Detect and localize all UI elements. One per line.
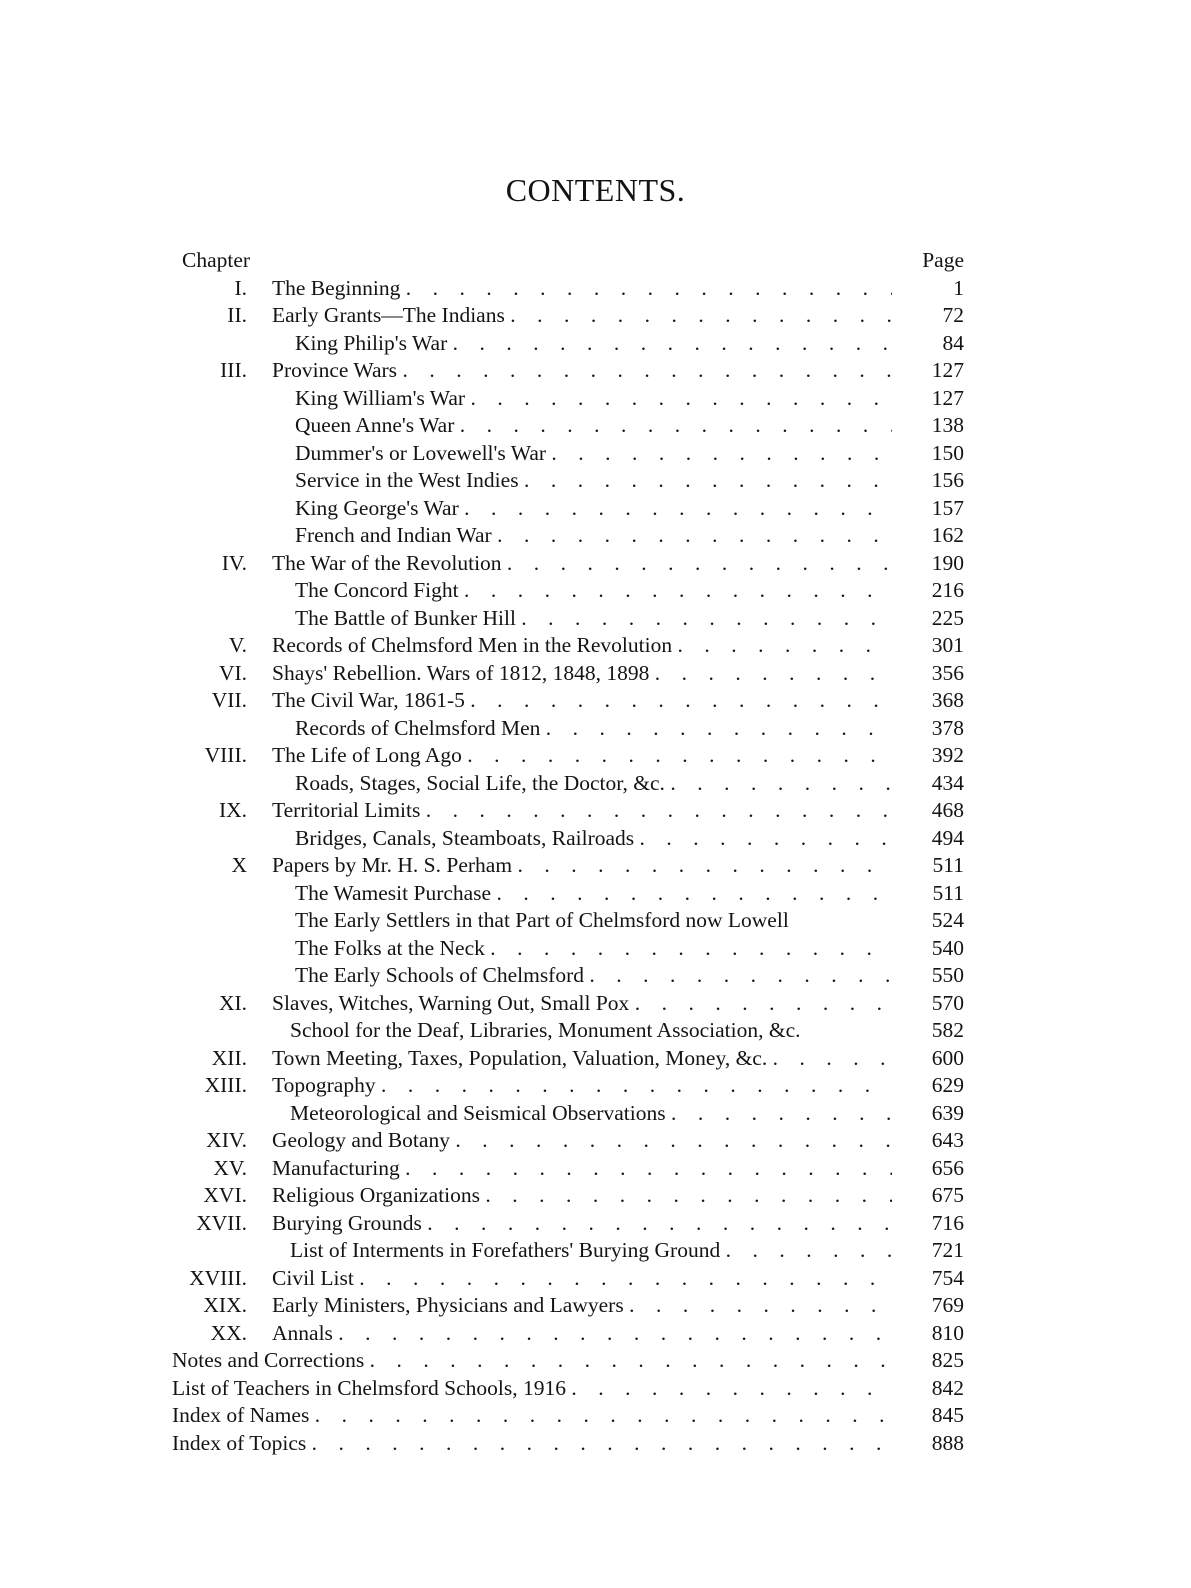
toc-entry — [170, 935, 970, 963]
page-number: 127 — [931, 385, 964, 410]
chapter-number: VIII. — [204, 743, 247, 767]
page-number: 716 — [931, 1210, 964, 1235]
toc-entry — [170, 1402, 970, 1430]
toc-entry — [170, 797, 970, 825]
entry-title: Meteorological and Seismical Observations . — [290, 1100, 895, 1128]
table-of-contents — [170, 247, 970, 1457]
page-number: 225 — [931, 605, 964, 630]
entry-title: Early Ministers, Physicians and Lawyers . — [272, 1292, 892, 1320]
entry-title: Manufacturing . — [272, 1155, 892, 1183]
entry-title: Province Wars . — [272, 357, 892, 385]
chapter-number: XII. — [211, 1045, 247, 1070]
toc-entry — [170, 550, 970, 578]
toc-entry — [170, 907, 970, 935]
entry-title: Early Grants—The Indians . — [272, 302, 892, 330]
page-number: 582 — [931, 1018, 964, 1042]
page-number: 127 — [931, 358, 964, 382]
chapter-number: XVI. — [203, 1183, 247, 1207]
page-number: 656 — [931, 1155, 964, 1180]
chapter-number: I. — [234, 275, 247, 300]
entry-title: Territorial Limits . — [272, 797, 892, 825]
page-number: 356 — [931, 660, 964, 685]
entry-title: School for the Deaf, Libraries, Monument Association, &c. — [290, 1018, 801, 1042]
chapter-number: XVIII. — [189, 1265, 247, 1290]
entry-title: Records of Chelmsford Men in the Revolution . — [272, 632, 892, 660]
toc-entry — [170, 715, 970, 743]
chapter-number: II. — [227, 303, 247, 327]
chapter-number: IV. — [221, 550, 247, 575]
entry-title: Burying Grounds . — [272, 1210, 892, 1238]
toc-entry — [170, 467, 970, 495]
chapter-number: IX. — [218, 798, 247, 822]
toc-entry — [170, 1017, 970, 1045]
entry-title: Papers by Mr. H. S. Perham . — [272, 852, 892, 880]
chapter-number: XV. — [213, 1155, 247, 1180]
page-number: 540 — [931, 935, 964, 960]
toc-entry — [170, 412, 970, 440]
toc-entry — [170, 990, 970, 1018]
entry-title: Religious Organizations . — [272, 1182, 892, 1210]
entry-title: The Early Settlers in that Part of Chelmsford now Lowell — [295, 908, 789, 932]
entry-title: Records of Chelmsford Men . — [295, 715, 892, 743]
page-number: 675 — [931, 1183, 964, 1207]
toc-entry — [170, 742, 970, 770]
toc-entry — [170, 1210, 970, 1238]
toc-entry — [170, 1182, 970, 1210]
entry-title: The Civil War, 1861-5 . — [272, 687, 892, 715]
page-number: 754 — [931, 1265, 964, 1290]
entry-title: Bridges, Canals, Steamboats, Railroads . — [295, 825, 892, 853]
page-number: 378 — [931, 715, 964, 740]
entry-title: Shays' Rebellion. Wars of 1812, 1848, 1898 . — [272, 660, 892, 688]
entry-title: King William's War . — [295, 385, 892, 413]
toc-entry — [170, 330, 970, 358]
page-number: 216 — [931, 578, 964, 602]
entry-title: Civil List . — [272, 1265, 892, 1293]
chapter-number: XIII. — [204, 1073, 247, 1097]
page-number: 524 — [931, 908, 964, 932]
page-number: 570 — [931, 990, 964, 1015]
page-number: 162 — [931, 523, 964, 547]
chapter-number: X — [231, 853, 247, 877]
entry-title: Topography . — [272, 1072, 892, 1100]
entry-title: Geology and Botany . — [272, 1127, 892, 1155]
entry-title: Service in the West Indies . — [295, 467, 892, 495]
page-number: 550 — [931, 963, 964, 987]
chapter-number: XIV. — [206, 1128, 247, 1152]
entry-title: The Early Schools of Chelmsford . — [295, 962, 892, 990]
entry-title: Town Meeting, Taxes, Population, Valuation, Money, &c. . — [272, 1045, 892, 1073]
entry-title: The Battle of Bunker Hill . — [295, 605, 892, 633]
toc-entry — [170, 1045, 970, 1073]
page-number: 888 — [931, 1430, 964, 1455]
page-number: 769 — [931, 1293, 964, 1317]
toc-entry — [170, 1155, 970, 1183]
entry-title: King George's War . — [295, 495, 892, 523]
chapter-number: XVII. — [196, 1210, 247, 1235]
toc-entry — [170, 440, 970, 468]
chapter-number: XIX. — [203, 1293, 247, 1317]
toc-entry — [170, 495, 970, 523]
chapter-number: VII. — [211, 688, 247, 712]
toc-entry — [170, 1127, 970, 1155]
entry-title: The Wamesit Purchase . — [295, 880, 892, 908]
toc-entry — [170, 660, 970, 688]
toc-entry — [170, 1347, 970, 1375]
entry-title: French and Indian War . — [295, 522, 892, 550]
page-number: 842 — [931, 1375, 964, 1400]
page-number: 72 — [942, 303, 964, 327]
page-number: 301 — [931, 633, 964, 657]
chapter-column-header: Chapter — [182, 248, 251, 272]
toc-entry — [170, 275, 970, 303]
page-number: 511 — [932, 853, 964, 877]
chapter-number: V. — [228, 633, 247, 657]
page-number: 190 — [931, 550, 964, 575]
page-number: 156 — [931, 468, 964, 492]
entry-title: The Concord Fight . — [295, 577, 892, 605]
toc-entry — [170, 1320, 970, 1348]
page-number: 157 — [931, 495, 964, 520]
toc-entry — [170, 522, 970, 550]
chapter-number: XX. — [210, 1320, 247, 1345]
toc-entry — [170, 357, 970, 385]
entry-title: List of Teachers in Chelmsford Schools, 1916 . — [172, 1375, 892, 1403]
toc-entry — [170, 1375, 970, 1403]
entry-title: The Beginning . — [272, 275, 892, 303]
page-title: CONTENTS. — [505, 172, 686, 208]
entry-title: Slaves, Witches, Warning Out, Small Pox . — [272, 990, 892, 1018]
toc-entry — [170, 770, 970, 798]
toc-entry — [170, 302, 970, 330]
page-number: 150 — [931, 440, 964, 465]
page-number: 511 — [932, 880, 964, 905]
toc-entry — [170, 1072, 970, 1100]
page-number: 643 — [931, 1128, 964, 1152]
toc-entry — [170, 605, 970, 633]
entry-title: The War of the Revolution . — [272, 550, 892, 578]
page-number: 392 — [931, 743, 964, 767]
chapter-number: XI. — [218, 990, 247, 1015]
toc-entry — [170, 632, 970, 660]
entry-title: Annals . — [272, 1320, 892, 1348]
entry-title: The Folks at the Neck . — [295, 935, 892, 963]
chapter-number: VI. — [218, 660, 247, 685]
page-number: 434 — [931, 770, 964, 795]
page-number: 845 — [931, 1403, 964, 1427]
page-number: 721 — [931, 1238, 964, 1262]
toc-entry — [170, 687, 970, 715]
toc-entry — [170, 577, 970, 605]
entry-title: King Philip's War . — [295, 330, 892, 358]
page-number: 629 — [931, 1073, 964, 1097]
toc-entry — [170, 1430, 970, 1458]
page-number: 825 — [931, 1348, 964, 1372]
page-number: 639 — [931, 1100, 964, 1125]
entry-title: List of Interments in Forefathers' Burying Ground . — [290, 1237, 895, 1265]
page-number: 138 — [931, 413, 964, 437]
toc-entry — [170, 1265, 970, 1293]
page-number: 494 — [931, 825, 964, 850]
entry-title: Dummer's or Lovewell's War . — [295, 440, 892, 468]
toc-entry — [170, 385, 970, 413]
toc-entry — [170, 880, 970, 908]
page-number: 1 — [953, 275, 964, 300]
page-column-header: Page — [922, 248, 964, 272]
toc-entry — [170, 1292, 970, 1320]
toc-entry — [170, 1100, 970, 1128]
page-number: 84 — [942, 330, 964, 355]
toc-entry — [170, 852, 970, 880]
toc-entry — [170, 825, 970, 853]
page-number: 368 — [931, 688, 964, 712]
page-number: 810 — [931, 1320, 964, 1345]
entry-title: Index of Names . — [172, 1402, 892, 1430]
entry-title: Index of Topics . — [172, 1430, 892, 1458]
toc-entry — [170, 1237, 970, 1265]
page-number: 600 — [931, 1045, 964, 1070]
entry-title: The Life of Long Ago . — [272, 742, 892, 770]
toc-header — [170, 247, 970, 275]
entry-title: Queen Anne's War . — [295, 412, 892, 440]
toc-entry — [170, 962, 970, 990]
page-number: 468 — [931, 798, 964, 822]
entry-title: Notes and Corrections . — [172, 1347, 892, 1375]
chapter-number: III. — [220, 358, 247, 382]
entry-title: Roads, Stages, Social Life, the Doctor, &c. . — [295, 770, 892, 798]
